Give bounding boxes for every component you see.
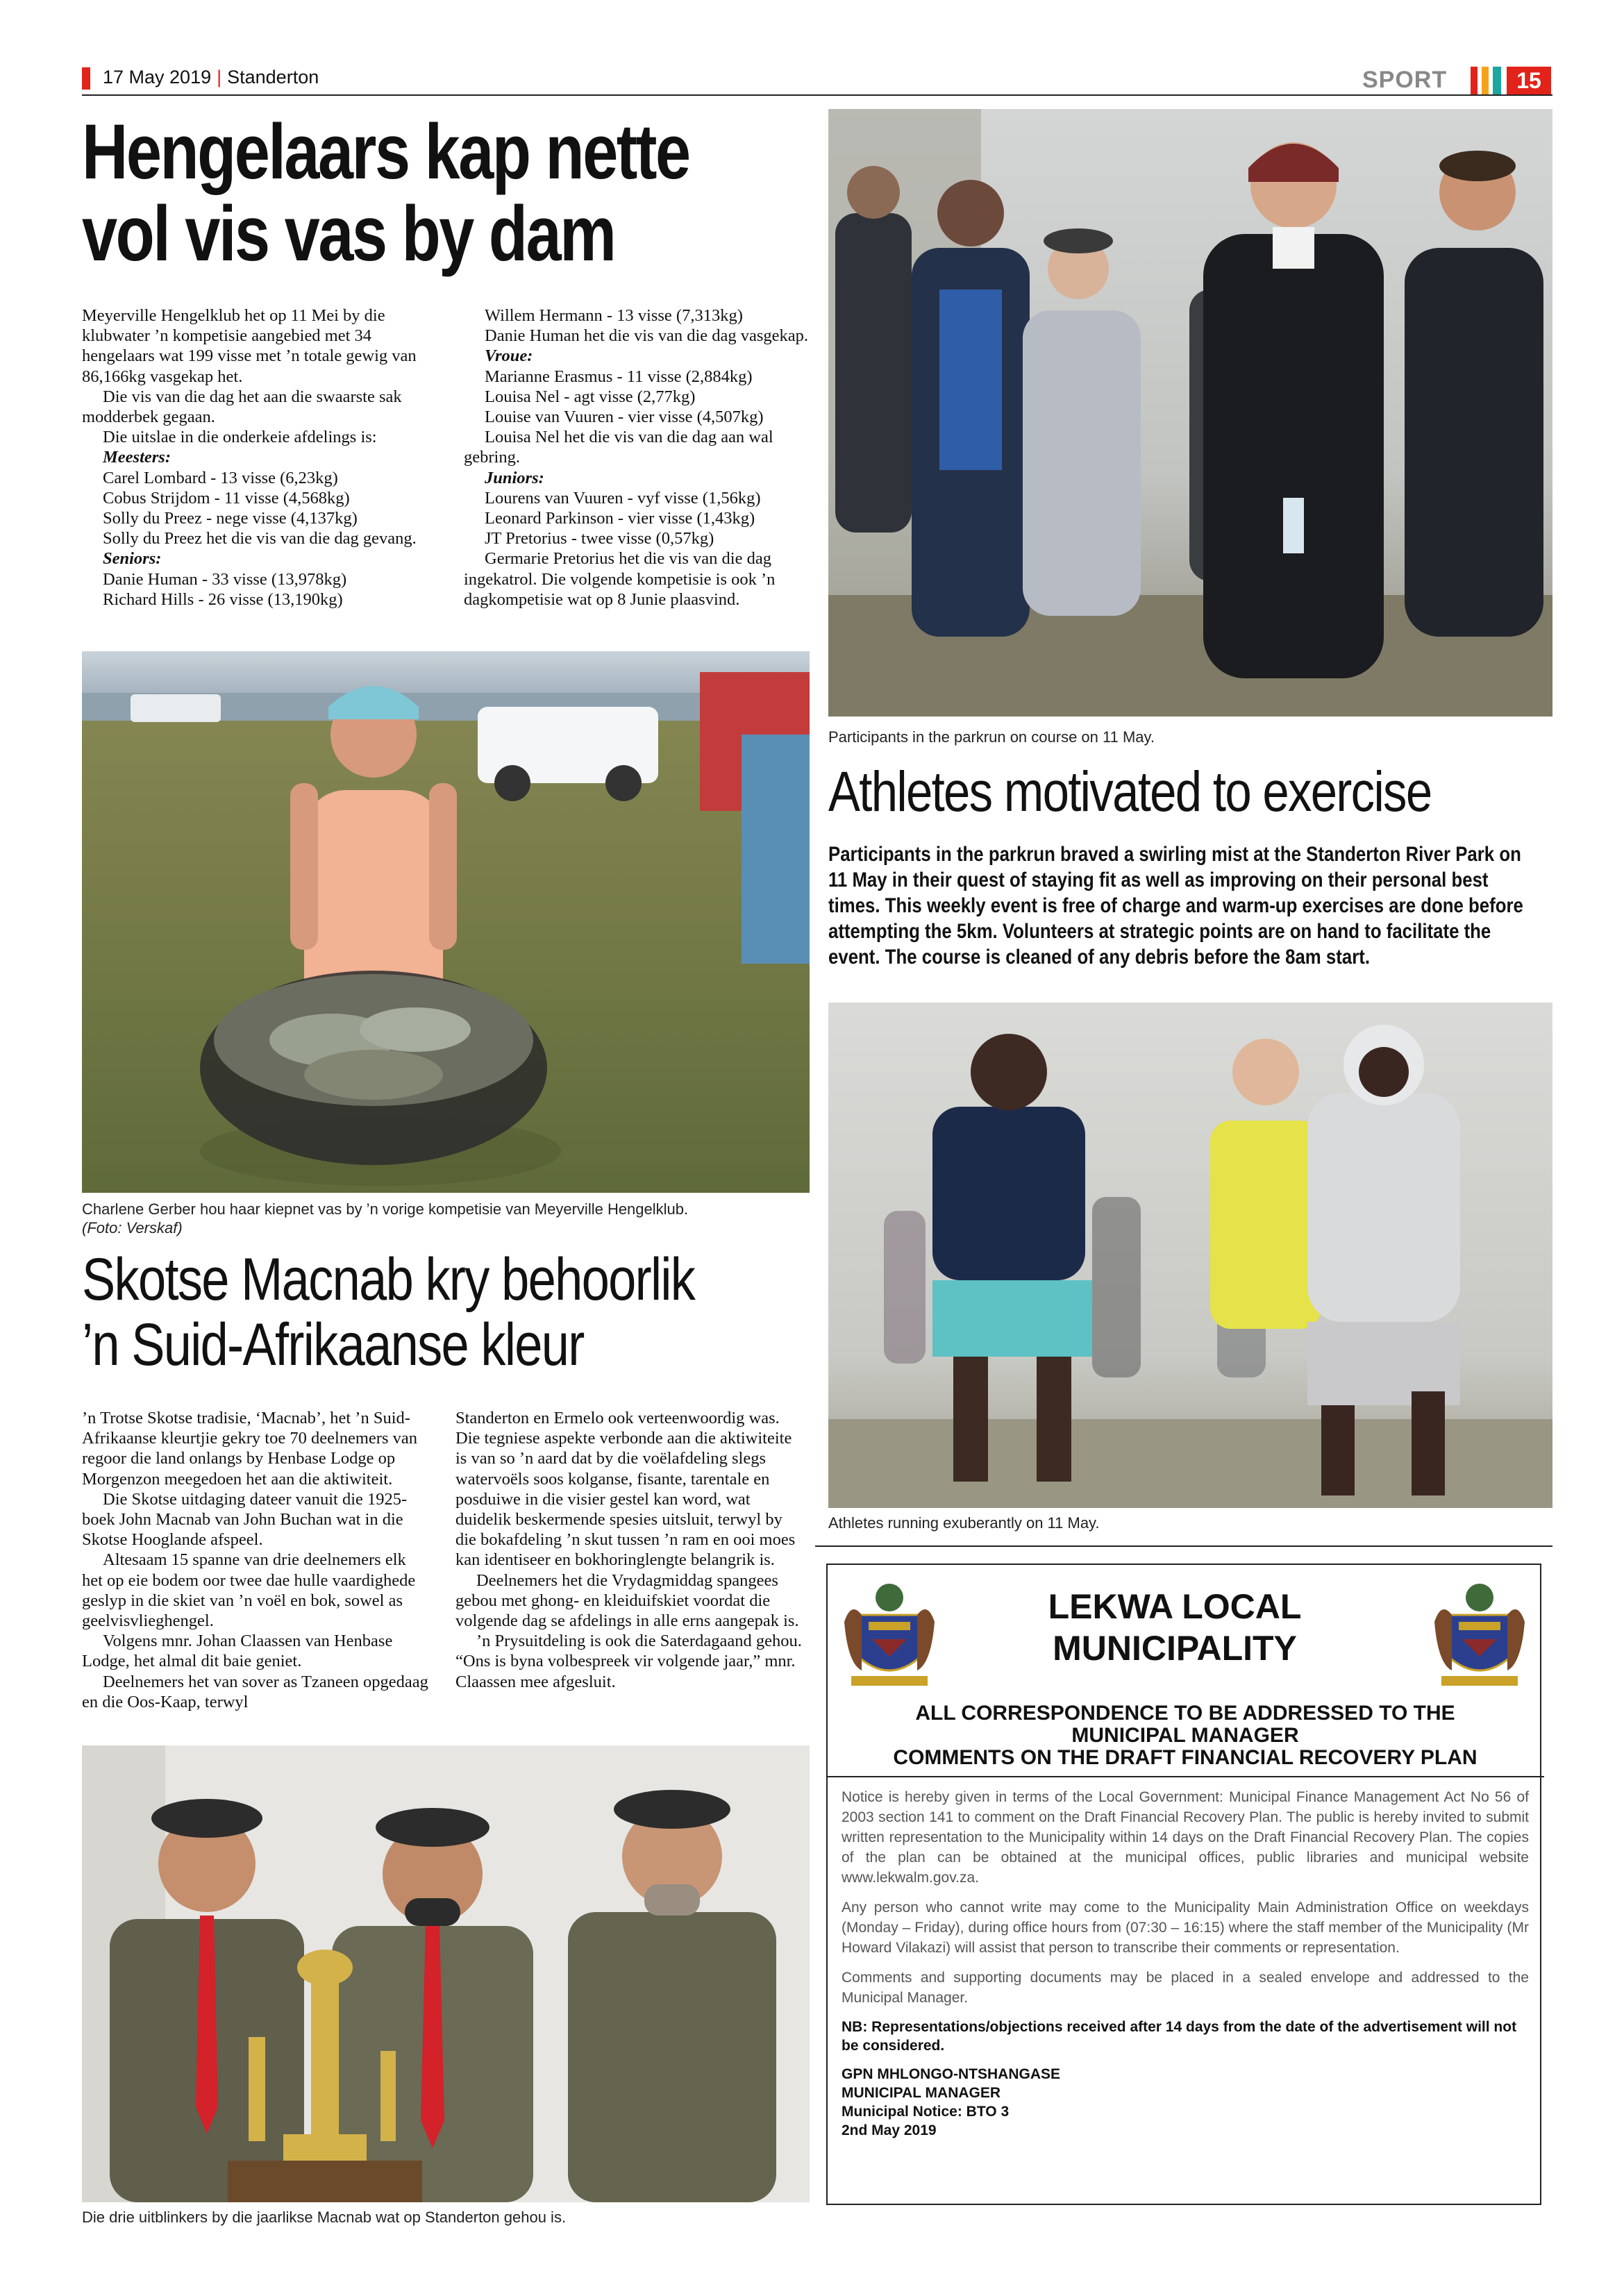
paragraph: Deelnemers het die Vrydagmiddag spangees gebou met ghong- en kleiduifskiet voordat die volgende dag se afdelings in alle erns aangepak is. [455,1570,799,1631]
notice-heading-line3: COMMENTS ON THE DRAFT FINANCIAL RECOVERY PLAN [893,1746,1477,1769]
header-dateline [103,67,319,88]
result-line: Leonard Parkinson - vier visse (1,43kg) [485,509,755,528]
result-line: Carel Lombard - 13 visse (6,23kg) [103,468,338,487]
article2-column1 [82,1408,429,1712]
page-number: 15 [1507,67,1551,94]
fishing-photo [82,651,810,1193]
issue-date: 17 May 2019 [103,67,212,87]
notice-signatory-title: MUNICIPAL MANAGER [842,2085,1001,2101]
notice-heading-line1: ALL CORRESPONDENCE TO BE ADDRESSED TO THE [915,1702,1455,1725]
color-block-teal [1493,67,1501,94]
paragraph: Deelnemers het van sover as Tzaneen opgedaag en die Oos-Kaap, terwyl [82,1672,428,1711]
category-heading: Meesters: [103,448,171,467]
result-line: Danie Human - 33 visse (13,978kg) [103,569,347,589]
article1-headline [82,108,689,277]
parkrun-photo-1-caption: Participants in the parkrun on course on 11 May. [828,728,1155,746]
article1-headline-line1: Hengelaars kap nette [82,108,689,195]
article2-headline-line2: ’n Suid-Afrikaanse kleur [82,1312,584,1378]
article1-column2 [464,305,810,610]
color-block-orange [1482,67,1489,94]
coat-of-arms-left-icon [837,1573,941,1691]
paragraph: Die Skotse uitdaging dateer vanuit die 1925-boek John Macnab van John Buchan wat in die Skotse Hooglande afspeel. [82,1489,408,1550]
article2-column2 [455,1408,804,1692]
fishing-photo-credit: (Foto: Verskaf) [82,1219,183,1237]
category-heading: Seniors: [103,549,162,569]
notice-title-line2: MUNICIPALITY [1053,1629,1297,1668]
article1-column1 [82,305,430,610]
paragraph: Die uitslae in die onderkeie afdelings is: [103,428,377,447]
notice-divider [826,1776,1544,1777]
article1-headline-line2: vol vis vas by dam [82,190,615,277]
article3-lead: Participants in the parkrun braved a swirling mist at the Standerton River Park on 11 May in their quest of staying fit as well as improving on their personal best times. This weekly event is free of charge and warm-up exercises are done before attempting the 5km. Volunteers at strategic points are on hand to facilitate the event. The course is cleaned of any debris before the 8am start. [828,843,1523,969]
paragraph: Solly du Preez het die vis van die dag gevang. [103,529,417,548]
notice-nb: NB: Representations/objections received after 14 days from the date of the advertisement will not be considered. [842,2019,1517,2054]
result-line: Marianne Erasmus - 11 visse (2,884kg) [485,367,753,386]
result-line: Lourens van Vuuren - vyf visse (1,56kg) [485,488,761,508]
municipal-notice [826,1564,1541,2205]
article2-headline [82,1247,694,1377]
category-heading: Juniors: [485,468,544,487]
result-line: Louisa Nel - agt visse (2,77kg) [485,387,696,406]
paragraph: Meyerville Hengelklub het op 11 Mei by die klubwater ’n kompetisie aangebied met 34 hengelaars wat 199 visse met ’n totale gewig van 86,166kg vasgekap het. [82,306,417,386]
color-block-red [1471,67,1477,94]
town-name: Standerton [227,67,319,87]
result-line: Willem Hermann - 13 visse (7,313kg) [485,306,743,325]
coat-of-arms-right-icon [1428,1573,1532,1691]
header-accent-bar [82,67,90,90]
notice-title [1029,1586,1321,1669]
result-line: Louise van Vuuren - vier visse (4,507kg) [485,408,764,427]
notice-paragraph-3: Comments and supporting documents may be placed in a sealed envelope and addressed to the Municipal Manager. [842,1970,1529,2006]
paragraph: Standerton en Ermelo ook verteenwoordig was. Die tegniese aspekte verbonde aan die aktiwiteite is van so ’n aard dat by die voëlafdeling slegs watervoëls soos kolganse, fisante, tarentale en posduiwe in die visier gestel kan word, wat duidelik beskermende spesies uitsluit, terwyl by die bokafdeling ’n skut tussen ’n ram en ooi moes kan identiseer en bokhoringlengte belangrik is. [455,1409,796,1570]
article2-headline-line1: Skotse Macnab kry behoorlik [82,1246,695,1313]
result-line: JT Pretorius - twee visse (0,57kg) [485,529,714,548]
notice-date: 2nd May 2019 [842,2122,937,2138]
dateline-separator: | [217,67,222,87]
notice-paragraph-2: Any person who cannot write may come to the Municipality Main Administration Office on weekdays (Monday – Friday), during office hours from (07:30 – 16:15) where the staff member of the Municipality (Mr Howard Vilakazi) will assist that person to transcribe their comments or representation. [842,1900,1529,1956]
paragraph: Altesaam 15 spanne van drie deelnemers elk het op eie bodem oor twee dae hulle vaardighede geslyp in die skiet van ’n voël en bok, sowel as geelvisvlieghengel. [82,1550,416,1631]
paragraph: ’n Prysuitdeling is ook die Saterdagaand gehou. “Ons is byna volbespreek vir volgende jaar,” mnr. Claassen mee afgesluit. [455,1632,802,1691]
paragraph: Danie Human het die vis van die dag vasgekap. [485,326,809,346]
result-line: Cobus Strijdom - 11 visse (4,568kg) [103,488,350,508]
result-line: Richard Hills - 26 visse (13,190kg) [103,589,343,609]
parkrun-photo-1 [828,109,1552,717]
notice-paragraph-1: Notice is hereby given in terms of the Local Government: Municipal Finance Management Act No 56 of 2003 section 141 to comment on the Draft Financial Recovery Plan. The public is hereby invited to submit written representation to the Municipality within 14 days on the Draft Financial Recovery Plan. The copies of the plan can be obtained at the municipal offices, public libraries and municipal website www.lekwalm.gov.za. [842,1789,1529,1886]
macnab-photo-caption: Die drie uitblinkers by die jaarlikse Macnab wat op Standerton gehou is. [82,2209,567,2226]
notice-body [842,1702,1529,2140]
paragraph: Louisa Nel het die vis van die dag aan wal gebring. [464,428,773,467]
notice-signatory-name: GPN MHLONGO-NTSHANGASE [842,2066,1060,2082]
paragraph: Volgens mnr. Johan Claassen van Henbase Lodge, het almal dit baie geniet. [82,1632,393,1671]
paragraph: ’n Trotse Skotse tradisie, ‘Macnab’, het ’n Suid-Afrikaanse kleurtjie gekry toe 70 deelnemers van regoor die land onlangs by Henbase Lodge op Morgenzon meegedoen het aan die aktiwiteit. [82,1409,418,1489]
parkrun-photo-2-caption: Athletes running exuberantly on 11 May. [828,1514,1100,1532]
paragraph: Die vis van die dag het aan die swaarste sak modderbek gegaan. [82,387,402,427]
fishing-photo-caption [82,1200,810,1237]
notice-top-rule [815,1545,1552,1547]
notice-heading-line2: MUNICIPAL MANAGER [1071,1724,1299,1747]
macnab-photo [82,1745,810,2202]
category-heading: Vroue: [485,346,533,366]
paragraph: Germarie Pretorius het die vis van die dag ingekatrol. Die volgende kompetisie is ook ’n dagkompetisie wat op 8 Junie plaasvind. [464,549,776,609]
fishing-caption-text: Charlene Gerber hou haar kiepnet vas by ’n vorige kompetisie van Meyerville Hengelklub. [82,1200,689,1218]
result-line: Solly du Preez - nege visse (4,137kg) [103,509,358,528]
parkrun-photo-2 [828,1003,1552,1508]
article3-headline: Athletes motivated to exercise [828,760,1432,823]
notice-reference: Municipal Notice: BTO 3 [842,2104,1010,2120]
notice-title-line1: LEKWA LOCAL [1048,1587,1302,1626]
header-rule [82,94,1552,96]
section-label: SPORT [1362,67,1448,93]
